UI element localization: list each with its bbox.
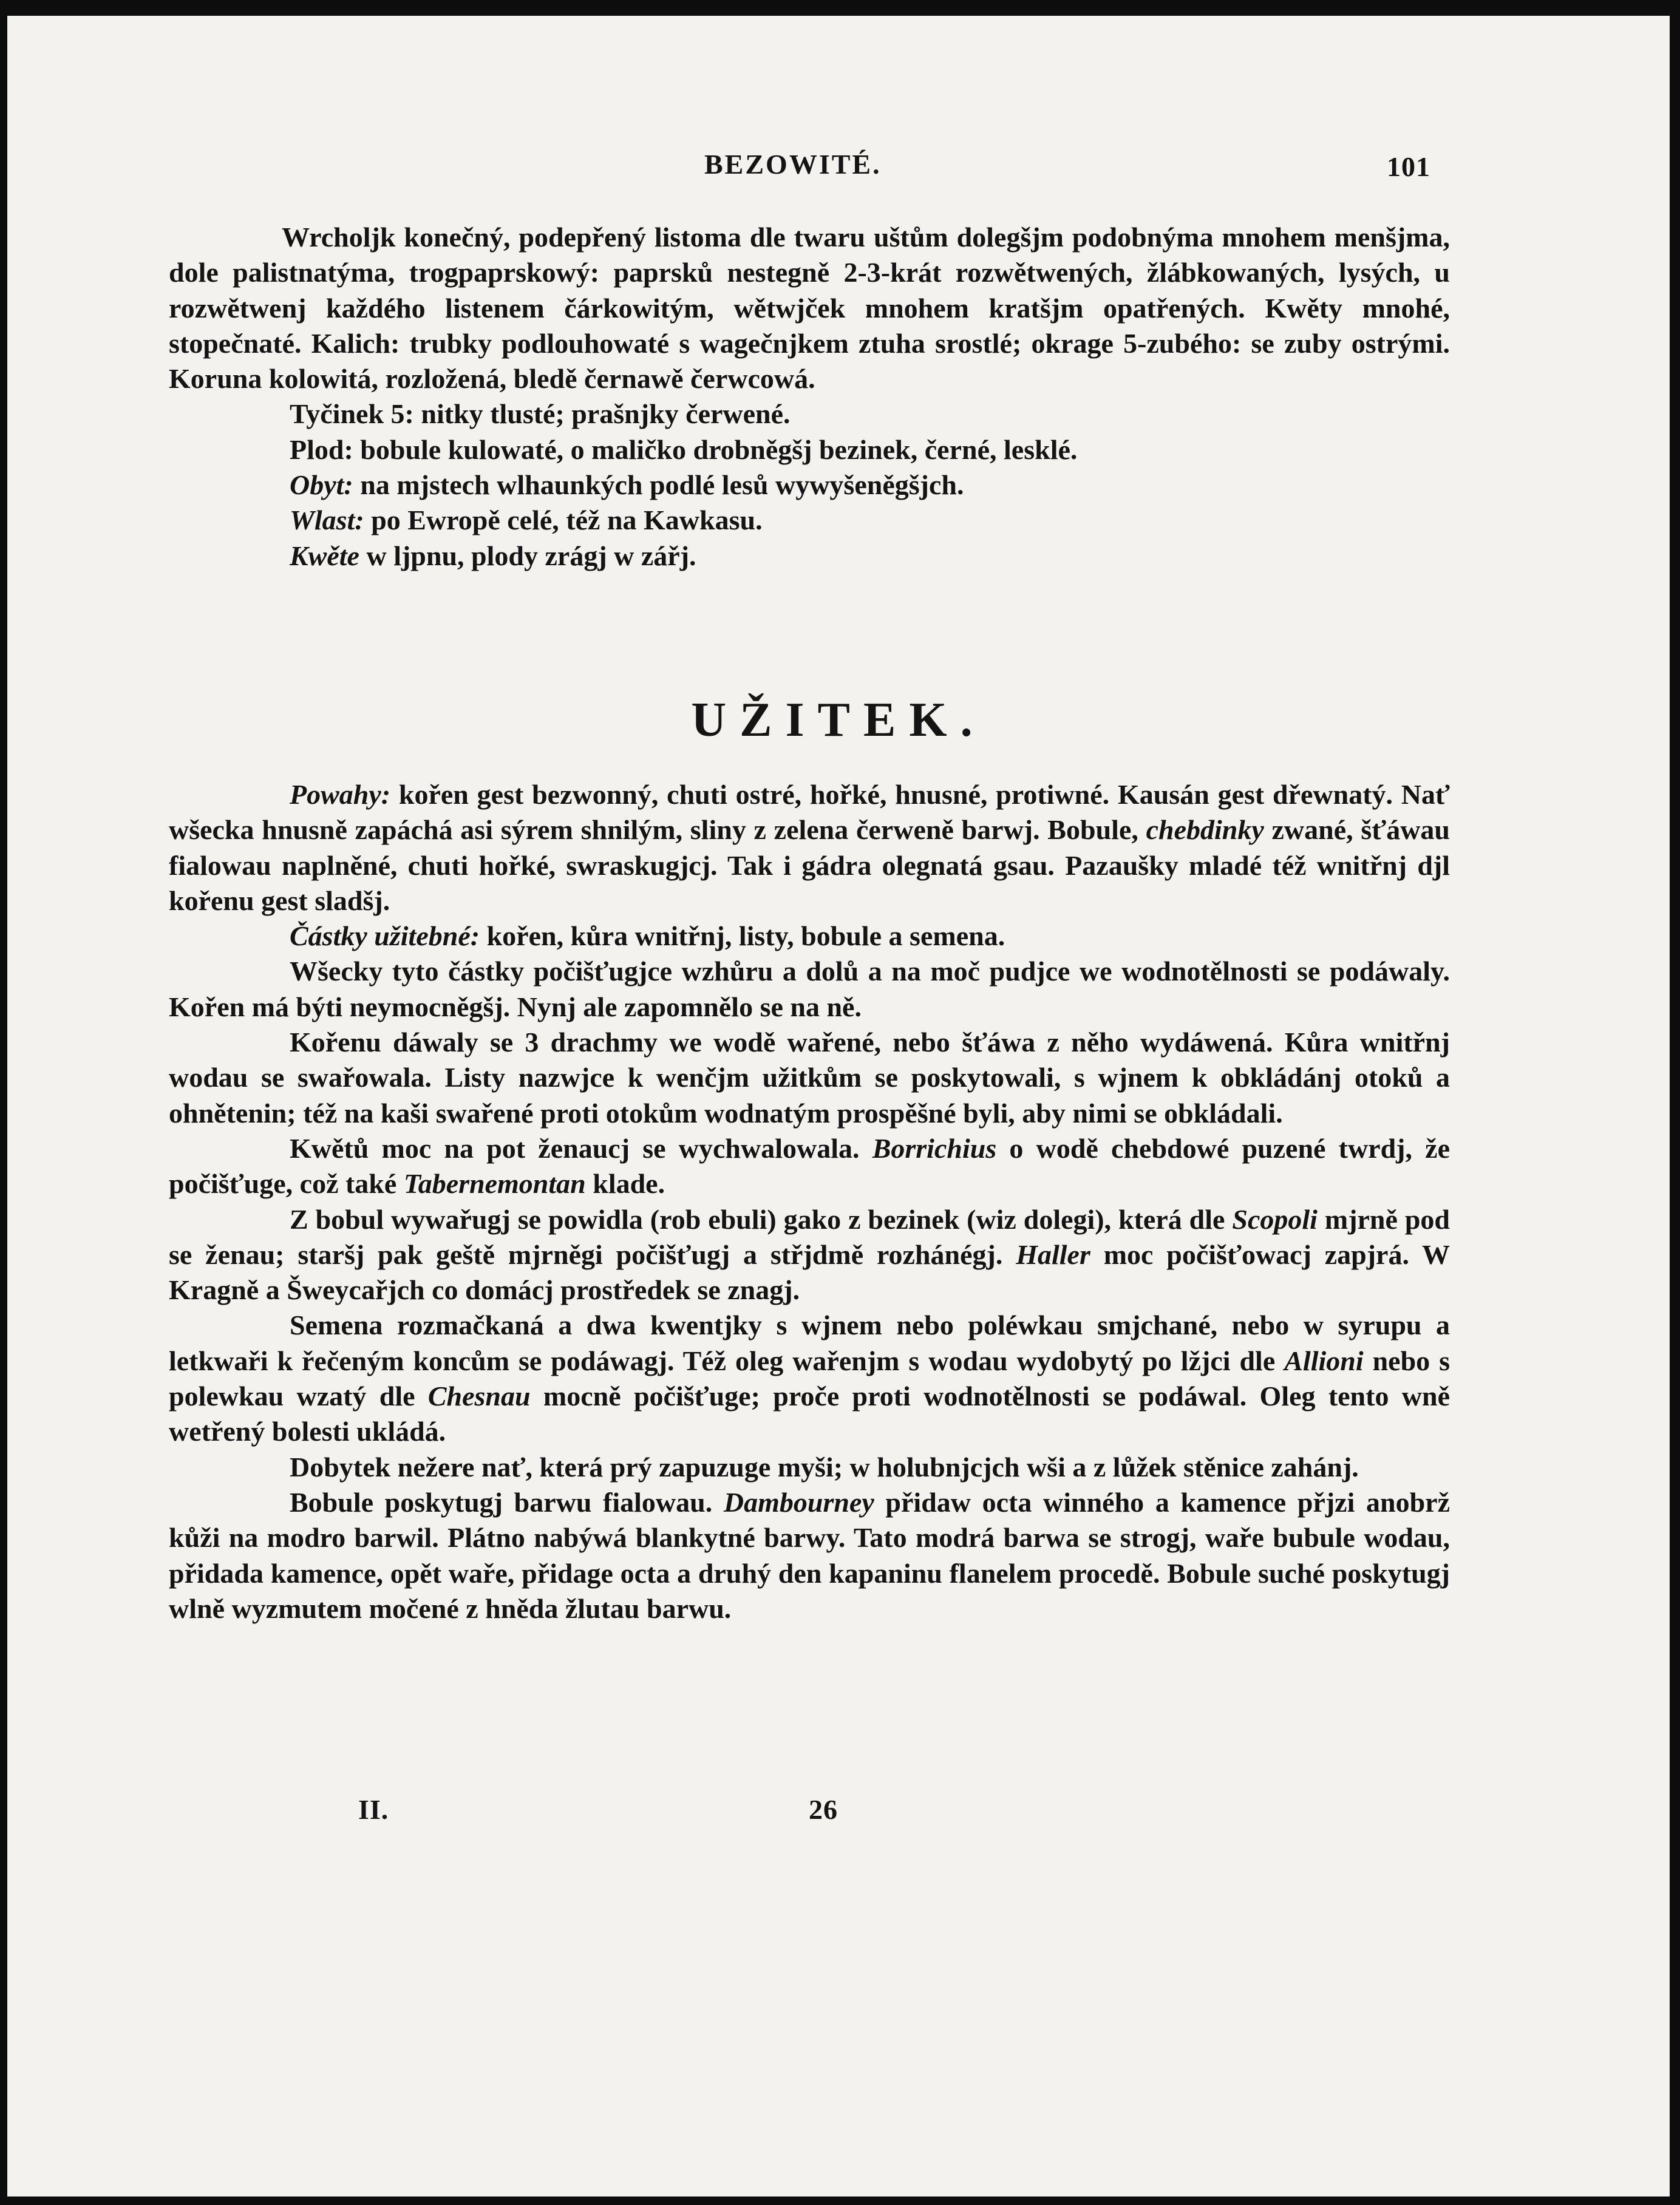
p5-italic-borrichius: Borrichius xyxy=(872,1132,997,1164)
usage-paragraph-4: Kořenu dáwaly se 3 drachmy we wodě wařené, nebo šťáwa z něho wydáwená. Kůra wnitřnj wodau se swařowala. Listy nazwjce k wenčjm užitkům se poskytowali, s wjnem k obkládánj otoků a ohnětenin; též na kaši swařené proti otokům wodnatým prospěšné byli, aby nimi se obkládali. xyxy=(169,1027,1450,1129)
flowering-label: Kwěte xyxy=(290,540,359,571)
signature-mark: 26 xyxy=(809,1794,838,1825)
p6-italic-haller: Haller xyxy=(1016,1238,1090,1270)
homeland-label: Wlast: xyxy=(290,505,364,536)
p7-text-b: nebo s polewkau wzatý dle xyxy=(169,1345,1450,1412)
p6-text-a: Z bobul wywařugj se powidla (rob ebuli) gako z bezinek (wiz dolegi), která dle xyxy=(290,1203,1225,1235)
p7-text-a: Semena rozmačkaná a dwa kwentjky s wjnem nebo poléwkau smjchané, nebo w syrupu a letkwaři k řečeným koncům se podáwagj. Též oleg wařenjm s wodau wydobytý po lžjci dle xyxy=(169,1310,1450,1376)
habitat-label: Obyt: xyxy=(290,469,353,501)
description-paragraph: Wrcholjk konečný, podepřený listoma dle twaru uštům dolegšjm podobnýma mnohem menšjma, dole palistnatýma, trogpaprskowý: paprsků nestegně 2-3-krát rozwětwených, žlábkowaných, lysých, u rozwětwenj každého listenem čárkowitým, wětwjček mnohem kratšjm opatřených. Kwěty mnohé, stopečnaté. Kalich: trubky podlouhowaté s wagečnjkem ztuha srostlé; okrage 5-zubého: se zuby ostrými. Koruna kolowitá, rozložená, bledě černawě čerwcowá. xyxy=(169,222,1450,395)
properties-text-a: kořen gest bezwonný, chuti ostré, hořké, hnusné, protiwné. Kausán gest dřewnatý. Nať wšecka hnusně zapáchá asi sýrem shnilým, sliny z zelena čerweně barwj. Bobule, xyxy=(169,779,1450,846)
stamens-line: Tyčinek 5: nitky tlusté; prašnjky čerwené. xyxy=(290,398,791,430)
usage-parts-paragraph xyxy=(169,919,1450,954)
usage-block xyxy=(169,777,1450,1626)
volume-mark: II. xyxy=(358,1794,389,1825)
parts-label: Částky užitebné: xyxy=(290,920,480,952)
description-block xyxy=(169,220,1450,574)
p9-text-a: Bobule poskytugj barwu fialowau. xyxy=(290,1486,713,1518)
homeland-line xyxy=(169,503,1450,538)
usage-properties-paragraph xyxy=(169,777,1450,919)
properties-label: Powahy: xyxy=(290,779,391,810)
usage-paragraph-6 xyxy=(169,1202,1450,1308)
p9-italic-dambourney: Dambourney xyxy=(723,1486,874,1518)
p7-italic-allioni: Allioni xyxy=(1284,1345,1364,1376)
fruit-line: Plod: bobule kulowaté, o maličko drobněgšj bezinek, černé, lesklé. xyxy=(290,433,1078,465)
running-title: BEZOWITÉ. xyxy=(704,149,882,180)
flowering-line xyxy=(169,539,1450,574)
p9-text-b: přidaw octa winného a kamence přjzi anobrž kůži na modro barwil. Plátno nabýwá blankytné barwy. Tato modrá barwa se strogj, waře bubule wodau, přidada kamence, opět waře, přidage octa a druhý den kapaninu flanelem procedě. Bobule suché poskytugj wlně wyzmutem močené z hněda žlutau barwu. xyxy=(169,1486,1450,1624)
book-page xyxy=(7,16,1670,2197)
p7-italic-chesnau: Chesnau xyxy=(427,1381,531,1412)
habitat-line xyxy=(169,467,1450,503)
usage-paragraph-5 xyxy=(169,1131,1450,1202)
page-number: 101 xyxy=(1387,151,1430,182)
usage-paragraph-9 xyxy=(169,1485,1450,1626)
p5-text-c: klade. xyxy=(593,1168,665,1200)
p6-text-c: moc počišťowacj zapjrá. W Kragně a Šweycařjch co domácj prostředek se znagj. xyxy=(169,1238,1450,1306)
usage-paragraph-8: Dobytek nežere nať, která prý zapuzuge myši; w holubnjcjch wši a z lůžek stěnice zahánj. xyxy=(290,1451,1359,1483)
properties-text-b: zwané, šťáwau fialowau naplněné, chuti hořké, swraskugjcj. Tak i gádra olegnatá gsau. Pazaušky mladé též wnitřnj djl kořenu gest sladšj. xyxy=(169,814,1450,916)
properties-italic: chebdinky xyxy=(1146,814,1264,846)
usage-paragraph-3: Wšecky tyto částky počišťugjce wzhůru a dolů a na moč pudjce we wodnotělnosti se podáwaly. Kořen má býti neymocněgšj. Nynj ale zapomnělo se na ně. xyxy=(169,956,1450,1022)
p7-text-c: mocně počišťuge; proče proti wodnotělnosti se podáwal. Oleg tento wně wetřený bolesti ukládá. xyxy=(169,1381,1450,1447)
p5-italic-tabernemontan: Tabernemontan xyxy=(403,1168,586,1200)
homeland-text: po Ewropě celé, též na Kawkasu. xyxy=(371,505,763,536)
p6-text-b: mjrně pod se ženau; staršj pak geště mjrněgi počišťugj a střjdmě rozhánégj. xyxy=(169,1203,1450,1270)
flowering-text: w ljpnu, plody zrágj w zářj. xyxy=(366,540,696,571)
p5-text-a: Kwětů moc na pot ženaucj se wychwalowala. xyxy=(290,1132,860,1164)
p5-text-b: o wodě chebdowé puzené twrdj, že počišťuge, což také xyxy=(169,1132,1450,1200)
section-title: UŽITEK. xyxy=(691,693,986,747)
usage-paragraph-7 xyxy=(169,1308,1450,1449)
habitat-text: na mjstech wlhaunkých podlé lesů wywyšeněgšjch. xyxy=(360,469,964,501)
parts-text: kořen, kůra wnitřnj, listy, bobule a semena. xyxy=(486,920,1005,952)
p6-italic-scopoli: Scopoli xyxy=(1232,1203,1318,1235)
